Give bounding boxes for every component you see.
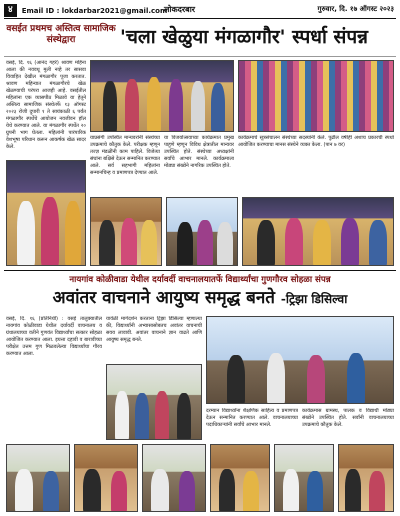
- story2-photo-group: [106, 364, 202, 440]
- story1-photo-felicitation-1: [6, 160, 86, 266]
- story2-photo-award-1: [6, 444, 70, 512]
- story2-photo-award-3: [142, 444, 206, 512]
- story2-headline-byline: -ट्रिझा डिसिल्वा: [280, 292, 348, 306]
- story1-column-2: याप्रसंगी उपस्थित मान्यवरांनी संस्थेच्या उपक्रमाचे कौतुक केले. परीक्षक म्हणून तज्ज्ञ मंडळींनी काम पाहिले. विजेत्या संघांना बक्षिसे देऊन सन्मानित करण्यात आले. सर्व सहभागी महिलांना सन्मानचिन्ह व प्रमाणपत्र देण्यात आले.: [90, 135, 160, 176]
- newspaper-name: लोकदरबार: [164, 4, 196, 14]
- story2-column-3: दरम्यान विद्यार्थ्यांना शैक्षणिक साहित्य व प्रमाणपत्र देऊन सन्मानित करण्यात आले. वाचनालयाच्या पदाधिकाऱ्यांनी सर्वांचे आभार मानले.: [206, 408, 298, 428]
- story2-photo-award-5: [274, 444, 334, 512]
- story1-headline: 'चला खेळुया मंगळागौर' स्पर्धा संपन्न: [120, 26, 368, 48]
- email-address: Email ID : lokdarbar2021@gmail.com: [21, 6, 168, 15]
- story2-subhead: नायगांव कोळीवाडा येथील दर्यावर्दी वाचनालयातर्फे विद्यार्थ्यांचा गुणगौरव सोहळा संपन्न: [69, 275, 331, 285]
- story1-kicker: वसईत प्रथमच अस्तित्व सामाजिक संस्थेद्वारा: [6, 24, 116, 45]
- story2-photo-award-2: [74, 444, 138, 512]
- story2-column-2: यावेळी मार्गदर्शन करताना ट्रिझा डिसिल्वा म्हणाल्या की, विद्यार्थ्यांनी अभ्यासासोबतच अवांतर वाचनाची सवय लावावी. अवांतर वाचनाने ज्ञान वाढते आणि आयुष्य समृद्ध बनते.: [106, 316, 202, 343]
- story2-headline: [6, 284, 394, 313]
- story1-column-1: वसई, दि. १६ (आनंद गहरे) श्रावण महिना आला की नववधू मुली नव्हे तर सासवा विवाहित देखील मंगळागौर पूजा करतात. श्रावण महिन्यात मंगळागौरचे खेळ खेळण्याची परंपरा आजही आहे. वसईतील महिलांना एक व्यासपीठ मिळावे या हेतूने अस्तित्व सामाजिक संस्थेतर्फे १३ ऑगस्ट २०२३ रोजी दुपारी १ ते सायंकाळी ६ पर्यंत मंगळागौर स्पर्धेचे आयोजन नवजीवन हॉल येथे करण्यात आले. या मंगळागौर स्पर्धेत २० ग्रुपनी भाग घेतला. महिलांनी पारंपारिक वेशभूषा परिधान करून आकर्षक खेळ सादर केले.: [6, 60, 86, 150]
- story2-headline-main: अवांतर वाचनाने आयुष्य समृद्ध बनते: [52, 288, 275, 308]
- story2-photo-award-6: [338, 444, 394, 512]
- story2-photo-award-4: [210, 444, 270, 512]
- story1-photo-felicitation-4: [242, 197, 394, 266]
- story1-column-3: या विजयोत्सवाच्या कार्यक्रमात प्रमुख पाहुणे म्हणून विविध क्षेत्रातील मान्यवर उपस्थित होते. संस्थेच्या अध्यक्षांनी सर्वांचे आभार मानले. कार्यक्रमाला मोठ्या संख्येने नागरिक उपस्थित होते.: [164, 135, 234, 169]
- story1-column-4: कार्यक्रमाचे सूत्रसंचालन संस्थेच्या सदस्यांनी केले. पुढील वर्षीही अशाच प्रकारची स्पर्धा आयोजित करण्याचा मानस संस्थेने व्यक्त केला. (पान ७ वर): [238, 135, 394, 148]
- story2-column-4: कार्यक्रमास ग्रामस्थ, पालक व विद्यार्थी मोठ्या संख्येने उपस्थित होते. सर्वांनी वाचनालयाच्या उपक्रमाचे कौतुक केले.: [302, 408, 394, 428]
- story2-column-1: वसई, दि. १६ (प्रतिनिधी) : वसई तालुक्यातील नायगांव कोळीवाडा येथील दर्यावर्दी वाचनालय व ग्रंथालयाच्या वतीने गुणवंत विद्यार्थ्यांचा सत्कार सोहळा आयोजित करण्यात आला. इयत्ता दहावी व बारावीच्या परीक्षेत उत्तम गुण मिळवलेल्या विद्यार्थ्यांचा गौरव करण्यात आला.: [6, 316, 102, 357]
- story1-photo-audience: [238, 60, 394, 132]
- page-number: ४: [4, 4, 17, 17]
- issue-date: गुरुवार, दि. १७ ऑगस्ट २०२३: [317, 5, 394, 13]
- masthead: [4, 3, 396, 19]
- divider: [4, 270, 396, 271]
- story1-photo-felicitation-2: [90, 197, 162, 266]
- story1-photo-prize-distribution: [90, 60, 234, 132]
- story2-photo-stage: [206, 316, 394, 404]
- divider: [4, 56, 396, 57]
- story1-photo-felicitation-3: [166, 197, 238, 266]
